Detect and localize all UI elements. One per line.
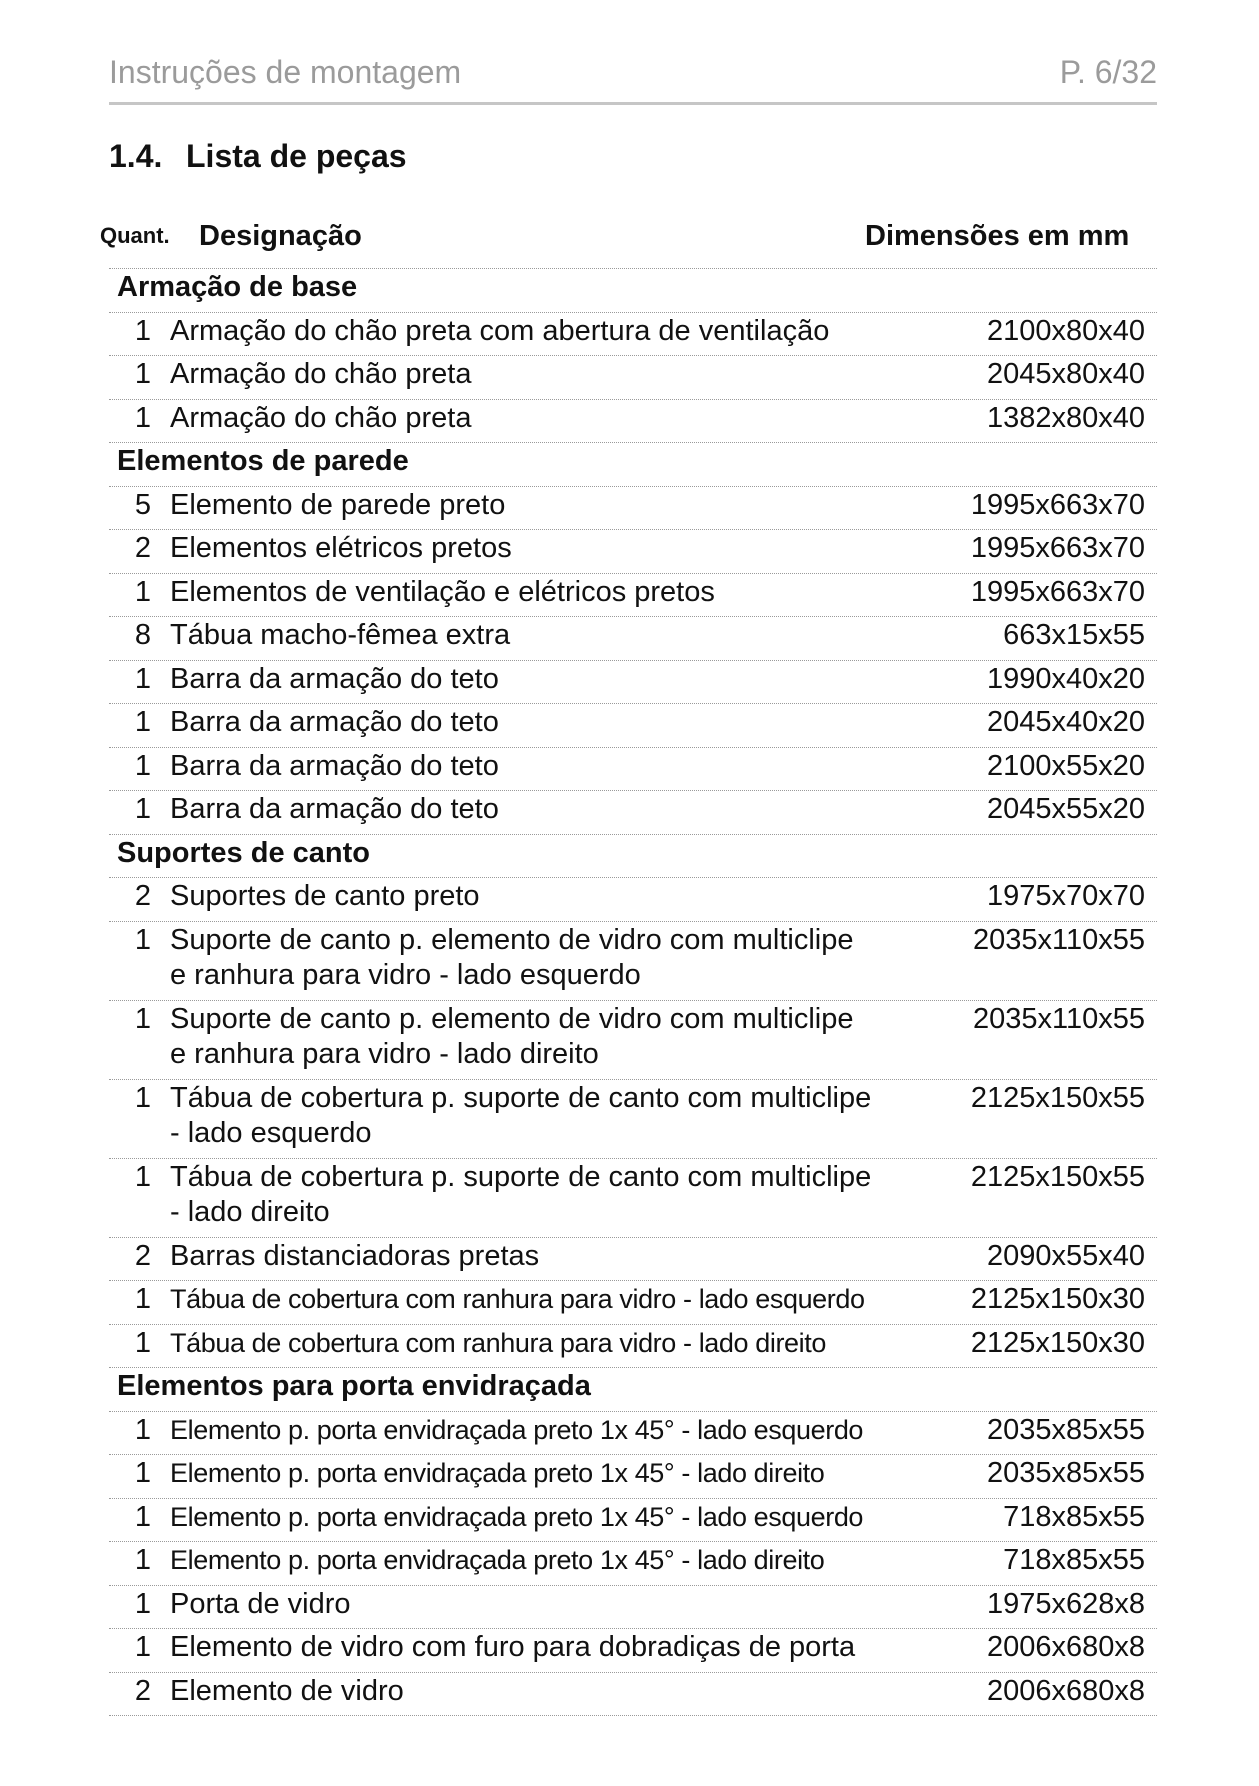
section-number: 1.4. [109, 138, 163, 174]
designation-line: Elemento de parede preto [170, 488, 506, 521]
quantity-cell: 2 [134, 880, 151, 912]
dimension-cell: 2125x150x55 [970, 1081, 1145, 1114]
designation-cell [161, 749, 921, 785]
column-header-designation: Designação [199, 220, 362, 252]
column-header-dimensions: Dimensões em mm [865, 220, 1130, 252]
quantity-cell: 5 [134, 488, 151, 521]
designation-cell [161, 1674, 921, 1710]
quantity-cell: 1 [134, 358, 151, 390]
quantity-cell: 2 [134, 532, 151, 564]
designation-cell [161, 1239, 921, 1275]
designation-cell [161, 662, 921, 698]
dimension-cell: 2090x55x40 [986, 1239, 1145, 1272]
designation-cell [161, 1326, 921, 1362]
page-number: P. 6/32 [1059, 54, 1157, 90]
designation-line: Elementos de ventilação e elétricos pretos [170, 575, 715, 608]
designation-line: Armação do chão preta [170, 358, 472, 390]
table-row [109, 1629, 1157, 1673]
designation-line: Barra da armação do teto [170, 749, 499, 782]
table-row [109, 1281, 1157, 1325]
designation-line: Tábua de cobertura com ranhura para vidro - lado direito [170, 1327, 826, 1358]
designation-cell [161, 1081, 921, 1152]
dimension-cell: 2035x110x55 [972, 1002, 1145, 1035]
dimension-cell: 1382x80x40 [986, 401, 1145, 434]
dimension-cell: 663x15x55 [1003, 619, 1145, 651]
table-row [109, 530, 1157, 574]
designation-cell [161, 1160, 921, 1231]
designation-line: Armação do chão preta com abertura de ventilação [170, 314, 830, 347]
quantity-cell: 1 [134, 1326, 151, 1359]
dimension-cell: 2100x55x20 [986, 749, 1145, 782]
group-header: Armação de base [109, 269, 1157, 313]
table-row [109, 1001, 1157, 1080]
designation-cell [161, 1282, 921, 1318]
designation-line: Armação do chão preta [170, 401, 472, 434]
quantity-cell: 1 [134, 314, 151, 347]
dimension-cell: 718x85x55 [1003, 1500, 1145, 1533]
dimension-cell: 1995x663x70 [970, 488, 1145, 521]
column-header-quant: Quant. [100, 223, 170, 248]
table-row [109, 617, 1157, 661]
designation-line: Barra da armação do teto [170, 706, 499, 738]
table-row [109, 878, 1157, 922]
designation-cell [161, 1456, 921, 1492]
designation-line: Suporte de canto p. elemento de vidro com multiclipe [170, 923, 854, 956]
page-header [109, 50, 1157, 105]
designation-line: Tábua macho-fêmea extra [170, 619, 511, 651]
dimension-cell: 1990x40x20 [986, 662, 1145, 695]
group-header: Elementos de parede [109, 443, 1157, 487]
table-row [109, 487, 1157, 531]
designation-cell [161, 488, 921, 524]
designation-line-2: - lado direito [170, 1196, 330, 1228]
designation-cell [161, 401, 921, 437]
designation-line: Barra da armação do teto [170, 793, 499, 825]
dimension-cell: 718x85x55 [1003, 1544, 1145, 1576]
table-row [109, 574, 1157, 618]
table-row [109, 1238, 1157, 1282]
designation-line: Elemento de vidro [170, 1674, 404, 1707]
table-row [109, 1586, 1157, 1630]
quantity-cell: 1 [134, 1081, 151, 1114]
designation-line: Tábua de cobertura com ranhura para vidro - lado esquerdo [170, 1284, 865, 1314]
dimension-cell: 2035x85x55 [986, 1413, 1145, 1446]
dimension-cell: 2100x80x40 [986, 314, 1145, 347]
quantity-cell: 1 [134, 1002, 151, 1035]
designation-line: Elemento p. porta envidraçada preto 1x 45° - lado direito [170, 1458, 825, 1488]
designation-line: Tábua de cobertura p. suporte de canto com multiclipe [170, 1081, 872, 1114]
designation-cell [161, 357, 921, 393]
quantity-cell: 1 [134, 1500, 151, 1533]
designation-cell [161, 923, 921, 994]
quantity-cell: 1 [134, 923, 151, 956]
designation-line-2: - lado esquerdo [170, 1117, 372, 1149]
quantity-cell: 1 [134, 1544, 151, 1576]
designation-cell [161, 575, 921, 611]
table-row [109, 1080, 1157, 1159]
designation-line-2: e ranhura para vidro - lado esquerdo [170, 959, 641, 991]
designation-cell [161, 1500, 921, 1536]
dimension-cell: 1995x663x70 [970, 575, 1145, 608]
designation-cell [161, 1002, 921, 1073]
dimension-cell: 2125x150x55 [970, 1160, 1145, 1193]
designation-cell [161, 314, 921, 350]
designation-line: Elemento p. porta envidraçada preto 1x 45° - lado esquerdo [170, 1414, 864, 1445]
section-title [109, 138, 407, 175]
table-row [109, 748, 1157, 792]
designation-cell [161, 618, 921, 654]
table-row [109, 1673, 1157, 1717]
table-row [109, 661, 1157, 705]
designation-cell [161, 792, 921, 828]
table-row [109, 1499, 1157, 1543]
quantity-cell: 1 [134, 749, 151, 782]
designation-line: Barra da armação do teto [170, 662, 499, 695]
quantity-cell: 1 [134, 1283, 151, 1315]
designation-line: Suporte de canto p. elemento de vidro com multiclipe [170, 1002, 854, 1035]
designation-cell [161, 1587, 921, 1623]
designation-line: Elemento p. porta envidraçada preto 1x 45° - lado esquerdo [170, 1501, 864, 1532]
table-row [109, 704, 1157, 748]
dimension-cell: 2006x680x8 [986, 1674, 1145, 1707]
designation-line: Suportes de canto preto [170, 880, 480, 912]
quantity-cell: 1 [134, 1457, 151, 1489]
designation-line: Tábua de cobertura p. suporte de canto com multiclipe [170, 1160, 872, 1193]
table-row [109, 791, 1157, 835]
quantity-cell: 1 [134, 1160, 151, 1193]
quantity-cell: 1 [134, 793, 151, 825]
dimension-cell: 1975x628x8 [986, 1587, 1145, 1620]
quantity-cell: 2 [134, 1674, 151, 1707]
section-title-text: Lista de peças [186, 138, 407, 174]
table-row [109, 313, 1157, 357]
designation-line: Elementos elétricos pretos [170, 532, 512, 564]
quantity-cell: 1 [134, 1587, 151, 1620]
quantity-cell: 1 [134, 662, 151, 695]
dimension-cell: 2035x110x55 [972, 923, 1145, 956]
quantity-cell: 1 [134, 575, 151, 608]
quantity-cell: 8 [134, 619, 151, 651]
document-title: Instruções de montagem [109, 54, 462, 90]
designation-cell [161, 1413, 921, 1449]
designation-line: Porta de vidro [170, 1587, 351, 1620]
table-row [109, 1542, 1157, 1586]
designation-cell [161, 1543, 921, 1579]
dimension-cell: 2045x55x20 [986, 793, 1145, 825]
designation-cell [161, 531, 921, 567]
dimension-cell: 1995x663x70 [970, 532, 1145, 564]
table-row [109, 400, 1157, 444]
dimension-cell: 2045x80x40 [986, 358, 1145, 390]
designation-line: Elemento p. porta envidraçada preto 1x 45° - lado direito [170, 1545, 825, 1575]
table-row [109, 356, 1157, 400]
quantity-cell: 1 [134, 1413, 151, 1446]
parts-table [109, 268, 1157, 1716]
table-row [109, 1159, 1157, 1238]
dimension-cell: 2045x40x20 [986, 706, 1145, 738]
quantity-cell: 1 [134, 706, 151, 738]
dimension-cell: 2125x150x30 [970, 1283, 1145, 1315]
designation-cell [161, 879, 921, 915]
designation-line: Barras distanciadoras pretas [170, 1239, 540, 1272]
table-row [109, 922, 1157, 1001]
dimension-cell: 1975x70x70 [986, 880, 1145, 912]
table-row [109, 1412, 1157, 1456]
designation-cell [161, 705, 921, 741]
dimension-cell: 2035x85x55 [986, 1457, 1145, 1489]
table-row [109, 1325, 1157, 1369]
quantity-cell: 1 [134, 1631, 151, 1663]
dimension-cell: 2006x680x8 [986, 1631, 1145, 1663]
table-row [109, 1455, 1157, 1499]
designation-cell [161, 1630, 921, 1666]
quantity-cell: 2 [134, 1239, 151, 1272]
column-headers [0, 220, 1259, 270]
quantity-cell: 1 [134, 401, 151, 434]
designation-line: Elemento de vidro com furo para dobradiças de porta [170, 1631, 856, 1663]
dimension-cell: 2125x150x30 [970, 1326, 1145, 1359]
group-header: Suportes de canto [109, 835, 1157, 879]
designation-line-2: e ranhura para vidro - lado direito [170, 1038, 599, 1070]
group-header: Elementos para porta envidraçada [109, 1368, 1157, 1412]
